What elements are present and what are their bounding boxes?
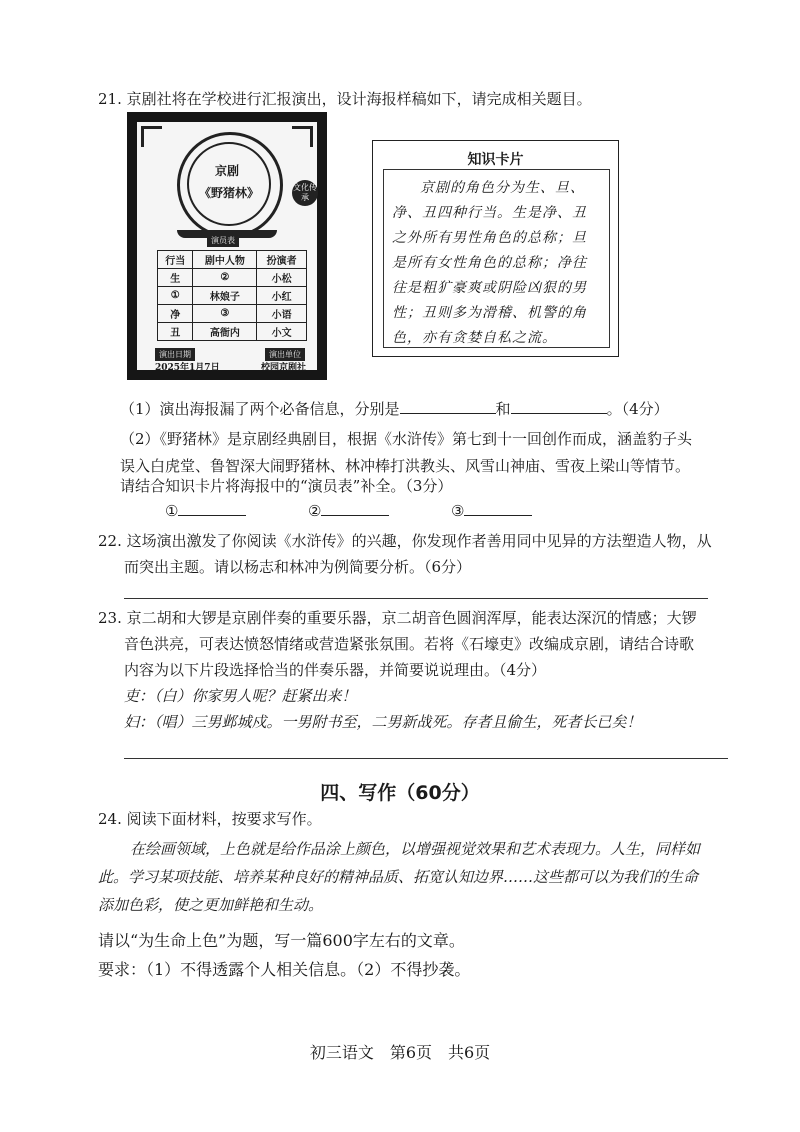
table-cell: 小语 [257, 305, 307, 323]
q22-line1: 22. 这场演出激发了你阅读《水浒传》的兴趣，你发现作者善用同中见异的方法塑造人物，从 [98, 532, 712, 550]
table-cell: 净 [158, 305, 193, 323]
table-header-cell: 行当 [158, 251, 193, 269]
table-cell: 小红 [257, 287, 307, 305]
poster [127, 112, 327, 380]
q21-sub1-text: （1）演出海报漏了两个必备信息，分别是 [120, 400, 400, 418]
table-cell: 丑 [158, 323, 193, 341]
q21-sub1 [120, 398, 669, 419]
q23-line3: 内容为以下片段选择恰当的伴奏乐器，并简要说说理由。（4分） [124, 661, 547, 679]
answer-blank[interactable] [464, 515, 532, 516]
cast-table [157, 250, 307, 341]
q24-prompt: 请以“为生命上色”为题，写一篇600字左右的文章。 [98, 931, 465, 950]
poster-genre: 京剧 [215, 164, 240, 178]
table-cell: 生 [158, 269, 193, 287]
q21-answers [165, 502, 532, 520]
table-row [158, 323, 307, 341]
table-cell: 小松 [257, 269, 307, 287]
corner-ornament [292, 126, 313, 147]
q21-sub1-and: 和 [495, 400, 511, 418]
q24-material-line1: 在绘画领域，上色就是给作品涂上颜色，以增强视觉效果和艺术表现力。人生，同样如 [130, 840, 701, 858]
culture-badge: 文化传承 [292, 180, 318, 206]
answer-marker: ① [165, 502, 179, 520]
org-label-bar: 演出单位 [265, 348, 305, 361]
cast-title: 演员表 [207, 234, 239, 247]
q21-sub1-end: 。（4分） [606, 400, 669, 418]
q24-line1: 24. 阅读下面材料，按要求写作。 [98, 810, 322, 828]
answer-blank[interactable] [321, 515, 389, 516]
q21-sub2-line1: （2）《野猪林》是京剧经典剧目，根据《水浒传》第七到十一回创作而成，涵盖豹子头 [120, 430, 693, 448]
q24-requirements: 要求：（1）不得透露个人相关信息。（2）不得抄袭。 [98, 960, 471, 979]
date-label-bar: 演出日期 [155, 348, 195, 361]
table-cell: 林娘子 [193, 287, 257, 305]
q23-line2: 音色洪亮，可表达愤怒情绪或营造紧张氛围。若将《石壕吏》改编成京剧，请结合诗歌 [124, 635, 695, 653]
poster-org: 校园京剧社 [261, 363, 307, 373]
table-cell: 小文 [257, 323, 307, 341]
table-row [158, 269, 307, 287]
card-body: 京剧的角色分为生、旦、净、丑四种行当。生是净、丑之外所有男性角色的总称；旦是所有女性角色的总称；净往往是粗犷豪爽或阴险凶狠的男性；丑则多为滑稽、机警的角色，亦有贪婪自私之流。 [383, 169, 610, 348]
answer-line[interactable] [124, 598, 708, 599]
table-row [158, 287, 307, 305]
table-cell: 高衙内 [193, 323, 257, 341]
card-title: 知识卡片 [467, 152, 524, 168]
table-header-cell: 扮演者 [257, 251, 307, 269]
answer-blank[interactable] [511, 413, 607, 414]
table-cell: ① [158, 287, 193, 305]
table-cell: ③ [193, 305, 257, 323]
section-heading: 四、写作（60分） [320, 782, 480, 804]
q21-sub2-line2: 误入白虎堂、鲁智深大闹野猪林、林冲棒打洪教头、风雪山神庙、雪夜上梁山等情节。 [120, 457, 691, 475]
corner-ornament [141, 126, 162, 147]
poster-play: 《野猪林》 [199, 186, 260, 200]
answer-marker: ② [308, 502, 322, 520]
answer-line[interactable] [124, 758, 728, 759]
knowledge-card [372, 140, 619, 357]
table-row [158, 305, 307, 323]
q23-dialogue-official: 吏：（白）你家男人呢？赶紧出来！ [124, 687, 357, 705]
q23-line1: 23. 京二胡和大锣是京剧伴奏的重要乐器，京二胡音色圆润浑厚，能表达深沉的情感；大锣 [98, 609, 697, 627]
q24-material-line3: 添加色彩，使之更加鲜艳和生动。 [98, 896, 324, 914]
q24-material-line2: 此。学习某项技能、培养某种良好的精神品质、拓宽认知边界……这些都可以为我们的生命 [98, 868, 699, 886]
answer-blank[interactable] [400, 413, 496, 414]
table-header [158, 251, 307, 269]
q23-dialogue-woman: 妇：（唱）三男邺城戍。一男附书至，二男新战死。存者且偷生，死者长已矣！ [124, 713, 642, 731]
q22-line2: 而突出主题。请以杨志和林冲为例简要分析。（6分） [124, 558, 472, 576]
q21-stem: 21. 京剧社将在学校进行汇报演出，设计海报样稿如下，请完成相关题目。 [98, 90, 592, 108]
table-header-cell: 剧中人物 [193, 251, 257, 269]
table-cell: ② [193, 269, 257, 287]
poster-date: 2025年1月7日 [155, 363, 220, 373]
page-footer: 初三语文 第6页 共6页 [309, 1043, 491, 1062]
answer-marker: ③ [451, 502, 465, 520]
answer-blank[interactable] [178, 515, 246, 516]
q21-sub2-line3: 请结合知识卡片将海报中的“演员表”补全。（3分） [120, 477, 453, 495]
